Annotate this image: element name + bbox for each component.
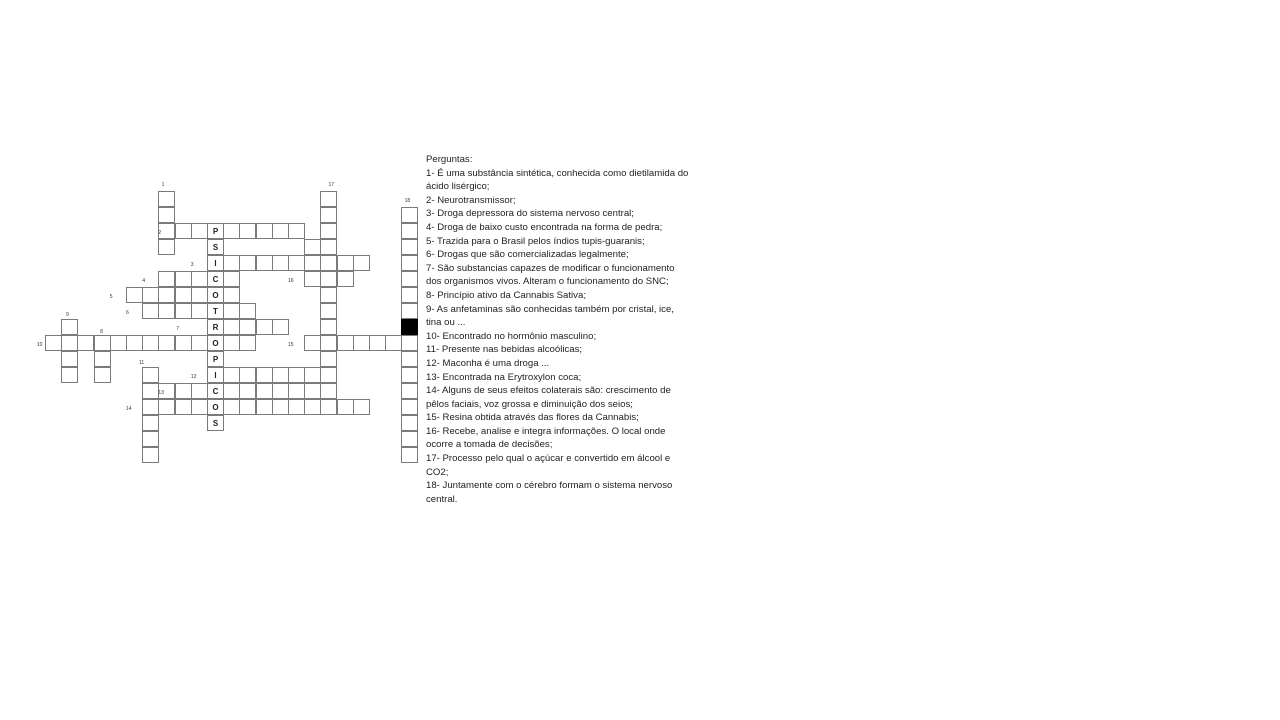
- question-9-line-1: 9- As anfetaminas são conhecidas também por cristal, ice,: [426, 303, 674, 315]
- crossword-cell[interactable]: [288, 383, 305, 399]
- central-letter-cell[interactable]: C: [207, 383, 224, 399]
- crossword-cell[interactable]: [401, 447, 418, 463]
- crossword-cell[interactable]: [401, 223, 418, 239]
- crossword-cell[interactable]: [158, 303, 175, 319]
- crossword-cell[interactable]: [272, 367, 289, 383]
- central-letter-cell[interactable]: I: [207, 367, 224, 383]
- crossword-cell[interactable]: [385, 335, 402, 351]
- crossword-cell[interactable]: [272, 319, 289, 335]
- crossword-cell[interactable]: [272, 223, 289, 239]
- crossword-cell[interactable]: [142, 447, 159, 463]
- crossword-cell[interactable]: [223, 303, 240, 319]
- clue-number-8: 8: [100, 329, 103, 336]
- crossword-cell[interactable]: [401, 367, 418, 383]
- crossword-cell[interactable]: [142, 399, 159, 415]
- crossword-cell[interactable]: [256, 367, 273, 383]
- clue-number-9: 9: [66, 312, 69, 319]
- crossword-cell[interactable]: [94, 351, 111, 367]
- central-letter-cell[interactable]: R: [207, 319, 224, 335]
- crossword-cell[interactable]: [239, 367, 256, 383]
- crossword-cell[interactable]: [353, 255, 370, 271]
- crossword-cell[interactable]: [304, 367, 321, 383]
- crossword-cell[interactable]: [256, 223, 273, 239]
- clue-number-6: 6: [126, 310, 129, 316]
- crossword-cell[interactable]: [126, 335, 143, 351]
- crossword-cell[interactable]: [337, 255, 354, 271]
- question-17-line-2: CO2;: [426, 466, 449, 478]
- clue-number-12: 12: [190, 374, 197, 380]
- crossword-cell[interactable]: [175, 399, 192, 415]
- question-17-line-1: 17- Processo pelo qual o açúcar e convertido em álcool e: [426, 453, 671, 465]
- crossword-cell[interactable]: [272, 255, 289, 271]
- crossword-cell[interactable]: [94, 335, 111, 351]
- crossword-cell[interactable]: [61, 351, 78, 367]
- question-5: 5- Trazida para o Brasil pelos índios tupis-guaranis;: [426, 235, 645, 247]
- crossword-cell[interactable]: [223, 271, 240, 287]
- crossword-cell[interactable]: [304, 255, 321, 271]
- crossword-cell[interactable]: [223, 399, 240, 415]
- question-18-line-2: central.: [426, 493, 458, 505]
- crossword-cell[interactable]: [353, 399, 370, 415]
- crossword-cell[interactable]: [304, 271, 321, 287]
- question-7-line-2: dos organismos vivos. Alteram o funcionamento do SNC;: [426, 276, 669, 288]
- question-1-line-2: ácido lisérgico;: [426, 181, 490, 193]
- crossword-cell[interactable]: [337, 271, 354, 287]
- question-4: 4- Droga de baixo custo encontrada na forma de pedra;: [426, 221, 663, 233]
- crossword-cell[interactable]: [239, 303, 256, 319]
- crossword-cell[interactable]: [320, 239, 337, 255]
- clue-number-4: 4: [142, 278, 145, 284]
- crossword-cell[interactable]: [142, 303, 159, 319]
- crossword-cell[interactable]: [239, 223, 256, 239]
- crossword-cell[interactable]: [142, 415, 159, 431]
- central-letter-cell[interactable]: I: [207, 255, 224, 271]
- crossword-cell[interactable]: [142, 383, 159, 399]
- question-10: 10- Encontrado no hormônio masculino;: [426, 330, 597, 342]
- crossword-cell[interactable]: [223, 367, 240, 383]
- crossword-cell[interactable]: [401, 351, 418, 367]
- clue-number-17: 17: [328, 182, 335, 188]
- crossword-cell[interactable]: [158, 191, 175, 207]
- crossword-cell[interactable]: [191, 271, 208, 287]
- crossword-cell[interactable]: [401, 431, 418, 447]
- crossword-cell[interactable]: [175, 287, 192, 303]
- crossword-cell[interactable]: [175, 223, 192, 239]
- crossword-cell[interactable]: [61, 319, 78, 335]
- clue-number-10: 10: [36, 342, 43, 348]
- clue-number-2: 2: [158, 230, 162, 236]
- question-1-line-1: 1- É uma substância sintética, conhecida como dietilamida do: [426, 167, 689, 179]
- crossword-cell[interactable]: [191, 383, 208, 399]
- crossword-cell[interactable]: [320, 223, 337, 239]
- crossword-cell[interactable]: [256, 383, 273, 399]
- crossword-cell[interactable]: [320, 383, 337, 399]
- crossword-cell[interactable]: [175, 303, 192, 319]
- crossword-cell[interactable]: [288, 399, 305, 415]
- question-14-line-1: 14- Alguns de seus efeitos colaterais são: crescimento de: [426, 385, 671, 397]
- central-letter-cell[interactable]: O: [207, 399, 224, 415]
- central-letter-cell[interactable]: S: [207, 415, 224, 431]
- questions-heading: Perguntas:: [426, 154, 473, 165]
- crossword-cell[interactable]: [223, 223, 240, 239]
- crossword-cell[interactable]: [94, 367, 111, 383]
- crossword-cell[interactable]: [320, 335, 337, 351]
- crossword-cell[interactable]: [304, 239, 321, 255]
- crossword-cell[interactable]: [223, 319, 240, 335]
- crossword-cell[interactable]: [158, 335, 175, 351]
- crossword-cell[interactable]: [320, 319, 337, 335]
- crossword-cell[interactable]: [239, 399, 256, 415]
- crossword-cell[interactable]: [61, 335, 78, 351]
- question-15: 15- Resina obtida através das flores da Cannabis;: [426, 412, 639, 424]
- questions-panel: [426, 153, 732, 506]
- crossword-cell[interactable]: [304, 383, 321, 399]
- question-2: 2- Neurotransmissor;: [426, 194, 516, 206]
- central-letter-cell[interactable]: C: [207, 271, 224, 287]
- crossword-cell[interactable]: [320, 207, 337, 223]
- question-12: 12- Maconha é uma droga ...: [426, 357, 550, 369]
- question-11: 11- Presente nas bebidas alcoólicas;: [426, 344, 583, 356]
- central-letter-cell[interactable]: O: [207, 287, 224, 303]
- crossword-cell[interactable]: [158, 399, 175, 415]
- central-letter-cell[interactable]: S: [207, 239, 224, 255]
- crossword-cell[interactable]: [158, 207, 175, 223]
- crossword-cell[interactable]: [191, 287, 208, 303]
- crossword-cell[interactable]: [369, 335, 386, 351]
- crossword-cell[interactable]: [401, 399, 418, 415]
- crossword-cell[interactable]: [401, 415, 418, 431]
- crossword-cell[interactable]: [401, 271, 418, 287]
- crossword-cell[interactable]: [191, 335, 208, 351]
- clue-number-18: 18: [404, 198, 411, 204]
- question-13: 13- Encontrada na Erytroxylon coca;: [426, 371, 582, 383]
- crossword-cell[interactable]: [288, 255, 305, 271]
- question-8: 8- Princípio ativo da Cannabis Sativa;: [426, 289, 586, 301]
- crossword-cell[interactable]: [45, 335, 62, 351]
- crossword-cell[interactable]: [320, 255, 337, 271]
- crossword-cell[interactable]: [239, 383, 256, 399]
- crossword-cell[interactable]: [401, 207, 418, 223]
- clue-number-13: 13: [158, 390, 164, 396]
- crossword-cell[interactable]: [320, 303, 337, 319]
- crossword-cell[interactable]: [158, 239, 175, 255]
- crossword-cell[interactable]: [320, 191, 337, 207]
- question-9-line-2: tina ou ...: [426, 317, 466, 329]
- crossword-cell[interactable]: [142, 335, 159, 351]
- crossword-cell[interactable]: [223, 335, 240, 351]
- central-letter-cell[interactable]: P: [207, 351, 224, 367]
- clue-number-3: 3: [190, 262, 194, 268]
- crossword-cell[interactable]: [401, 287, 418, 303]
- crossword-cell[interactable]: [256, 255, 273, 271]
- crossword-cell[interactable]: [288, 223, 305, 239]
- clue-number-11: 11: [138, 360, 145, 367]
- crossword-cell[interactable]: [142, 287, 159, 303]
- crossword-cell[interactable]: [288, 367, 305, 383]
- crossword-cell[interactable]: [175, 335, 192, 351]
- crossword-cell[interactable]: [353, 335, 370, 351]
- crossword-cell[interactable]: [191, 399, 208, 415]
- crossword-cell[interactable]: [320, 367, 337, 383]
- crossword-cell[interactable]: [337, 335, 354, 351]
- clue-number-16: 16: [288, 278, 294, 284]
- crossword-cell[interactable]: [142, 367, 159, 383]
- crossword-cell[interactable]: [239, 335, 256, 351]
- clue-number-7: 7: [176, 326, 179, 332]
- black-cell[interactable]: [401, 319, 418, 335]
- crossword-cell[interactable]: [320, 399, 337, 415]
- question-7-line-1: 7- São substancias capazes de modificar o funcionamento: [426, 262, 675, 274]
- crossword-cell[interactable]: [223, 255, 240, 271]
- clue-number-14: 14: [126, 406, 132, 412]
- crossword-cell[interactable]: [256, 319, 273, 335]
- question-3: 3- Droga depressora do sistema nervoso central;: [426, 208, 634, 220]
- crossword-cell[interactable]: [142, 431, 159, 447]
- crossword-cell[interactable]: [110, 335, 127, 351]
- crossword-cell[interactable]: [401, 239, 418, 255]
- question-18-line-1: 18- Juntamente com o cérebro formam o sistema nervoso: [426, 480, 673, 492]
- crossword-cell[interactable]: [126, 287, 143, 303]
- crossword-cell[interactable]: [401, 383, 418, 399]
- crossword-cell[interactable]: [272, 383, 289, 399]
- crossword-cell[interactable]: [175, 383, 192, 399]
- question-14-line-2: pêlos faciais, voz grossa e diminuição dos seios;: [426, 398, 633, 410]
- crossword-cell[interactable]: [77, 335, 94, 351]
- clue-number-5: 5: [109, 294, 113, 300]
- crossword-cell[interactable]: [401, 255, 418, 271]
- crossword-cell[interactable]: [401, 335, 418, 351]
- question-6: 6- Drogas que são comercializadas legalmente;: [426, 249, 629, 261]
- crossword-cell[interactable]: [320, 287, 337, 303]
- crossword-cell[interactable]: [320, 351, 337, 367]
- central-letter-cell[interactable]: P: [207, 223, 224, 239]
- crossword-cell[interactable]: [175, 271, 192, 287]
- crossword-cell[interactable]: [239, 319, 256, 335]
- clue-number-15: 15: [288, 342, 294, 348]
- crossword-cell[interactable]: [304, 335, 321, 351]
- crossword-cell[interactable]: [272, 399, 289, 415]
- question-16-line-2: ocorre a tomada de decisões;: [426, 439, 553, 451]
- crossword-cell[interactable]: [158, 287, 175, 303]
- central-letter-cell[interactable]: O: [207, 335, 224, 351]
- clue-number-1: 1: [161, 182, 165, 188]
- question-16-line-1: 16- Recebe, analise e integra informações. O local onde: [426, 425, 666, 437]
- crossword-cell[interactable]: [401, 303, 418, 319]
- crossword-cell[interactable]: [223, 287, 240, 303]
- crossword-cell[interactable]: [223, 383, 240, 399]
- crossword-cell[interactable]: [239, 255, 256, 271]
- crossword-cell[interactable]: [304, 399, 321, 415]
- crossword-cell[interactable]: [256, 399, 273, 415]
- central-letter-cell[interactable]: T: [207, 303, 224, 319]
- crossword-cell[interactable]: [158, 271, 175, 287]
- crossword-cell[interactable]: [337, 399, 354, 415]
- crossword-cell[interactable]: [191, 223, 208, 239]
- crossword-cell[interactable]: [320, 271, 337, 287]
- crossword-cell[interactable]: [61, 367, 78, 383]
- crossword-cell[interactable]: [191, 303, 208, 319]
